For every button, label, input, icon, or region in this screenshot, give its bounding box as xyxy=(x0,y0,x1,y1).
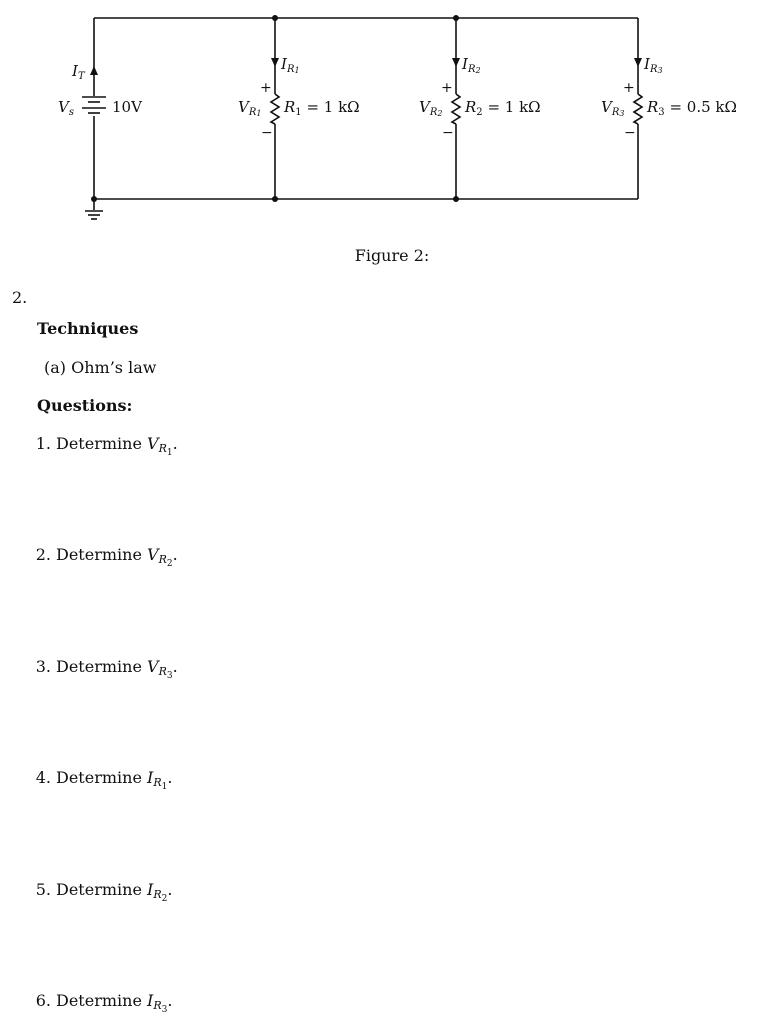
branch2-resistance-label: $R_2 = 1$ kΩ xyxy=(465,98,541,118)
branch2-plus: + xyxy=(441,80,453,96)
node-dot xyxy=(453,196,459,202)
branch3-plus: + xyxy=(623,80,635,96)
question-item: 6. Determine $I_{R_3}$. xyxy=(35,991,173,1015)
branch1-minus: − xyxy=(261,125,273,141)
branch1-plus: + xyxy=(260,80,272,96)
branch2-minus: − xyxy=(442,125,454,141)
problem-number: 2. xyxy=(12,288,28,307)
branch3-resistance-label: $R_3 = 0.5$ kΩ xyxy=(647,98,737,118)
question-item: 4. Determine $I_{R_1}$. xyxy=(35,768,173,792)
source-value: 10V xyxy=(112,98,142,116)
question-item: 1. Determine $V_{R_1}$. xyxy=(35,434,178,458)
branch3-voltage-label: $V_R3$ xyxy=(601,98,625,118)
question-item: 2. Determine $V_{R_2}$. xyxy=(35,545,178,569)
node-dot xyxy=(91,196,97,202)
circuit-diagram xyxy=(0,0,760,240)
current-arrow-ir3 xyxy=(634,58,642,67)
current-arrow-it xyxy=(90,66,98,75)
techniques-heading: Techniques xyxy=(37,319,139,338)
source-current-label: $I_T$ xyxy=(72,62,85,82)
current-arrow-ir1 xyxy=(271,58,279,67)
source-voltage-label: $V_s$ xyxy=(58,98,74,118)
branch3-minus: − xyxy=(624,125,636,141)
resistor-r3 xyxy=(634,94,642,124)
branch1-voltage-label: $V_R1$ xyxy=(238,98,262,118)
branch1-resistance-label: $R_1 = 1$ kΩ xyxy=(284,98,360,118)
node-dot xyxy=(272,15,278,21)
node-dot xyxy=(272,196,278,202)
current-arrow-ir2 xyxy=(452,58,460,67)
questions-heading: Questions: xyxy=(37,396,133,415)
question-item: 3. Determine $V_{R_3}$. xyxy=(35,657,178,681)
branch2-voltage-label: $V_R2$ xyxy=(419,98,443,118)
technique-item: (a) Ohm’s law xyxy=(44,358,157,377)
branch2-current-label: $I_R2$ xyxy=(462,55,481,75)
branch3-current-label: $I_R3$ xyxy=(644,55,663,75)
resistor-r2 xyxy=(452,94,460,124)
branch1-current-label: $I_R1$ xyxy=(281,55,300,75)
node-dot xyxy=(453,15,459,21)
figure-caption: Figure 2: xyxy=(354,246,430,265)
question-item: 5. Determine $I_{R_2}$. xyxy=(35,880,173,904)
resistor-r1 xyxy=(271,94,279,124)
